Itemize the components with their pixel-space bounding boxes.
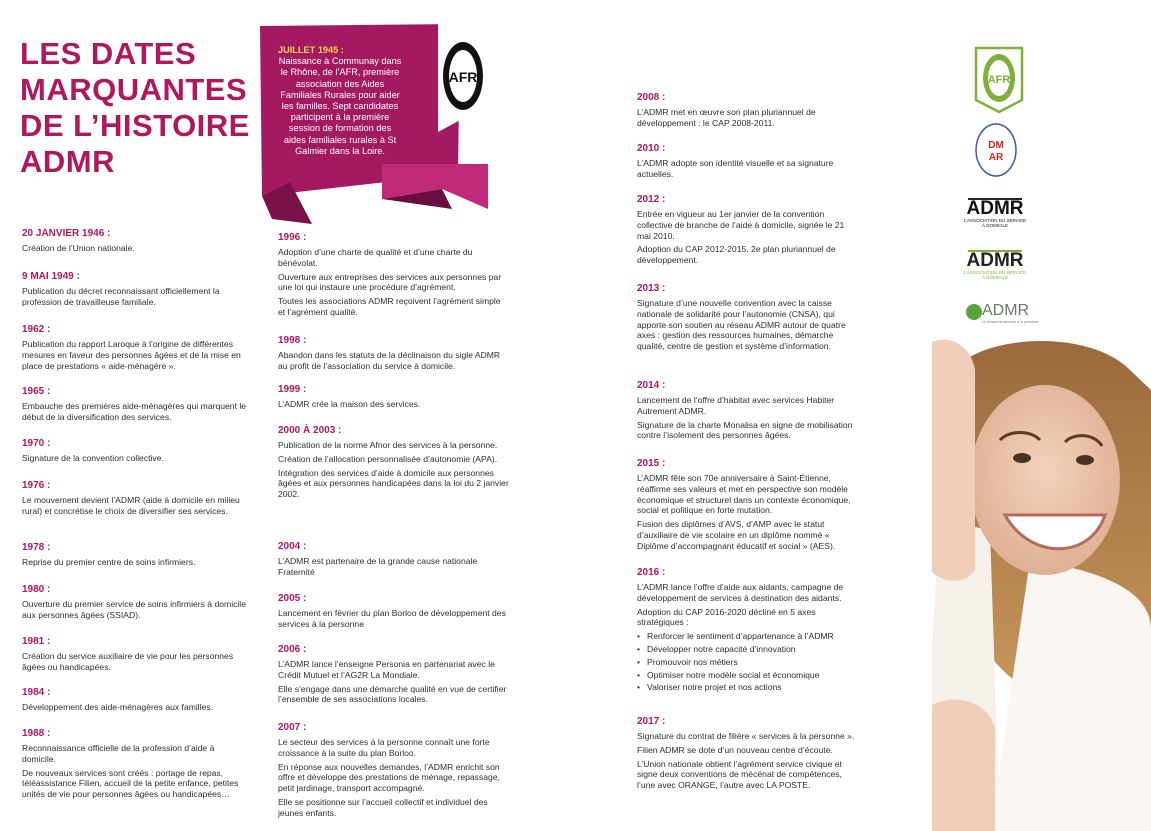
title-line-1: LES DATES bbox=[20, 36, 197, 71]
title-line-4: ADMR bbox=[20, 144, 115, 179]
timeline-year: 9 MAI 1949 : bbox=[22, 271, 80, 282]
timeline-text: L’ADMR crée la maison des services. bbox=[278, 399, 421, 409]
timeline-text: L’ADMR est partenaire de la grande cause nationale Fraternité bbox=[278, 556, 478, 577]
afr-badge-icon bbox=[438, 18, 488, 132]
timeline-year: 2010 : bbox=[637, 143, 666, 154]
timeline-entry bbox=[278, 722, 510, 822]
timeline-text: Signature d’une nouvelle convention avec la caisse nationale de solidarité pour l’autonomie (CNSA), qui apporte son soutien au réseau ADMR autour de quatre axes : gestion des ressources humaines, démarche qualité, centre de gestion et système d’information. bbox=[637, 298, 846, 352]
afr-logo-icon bbox=[972, 46, 1026, 114]
timeline-entry bbox=[637, 458, 859, 555]
timeline-year: 20 JANVIER 1946 : bbox=[22, 228, 111, 239]
admr-logo-green: ADMR L’ASSOCIATION DU SERVICE À DOMICILE bbox=[962, 244, 1028, 280]
timeline-year: 2008 : bbox=[637, 92, 666, 103]
timeline-entry bbox=[22, 636, 247, 676]
svg-text:AFR: AFR bbox=[448, 69, 478, 85]
timeline-year: 1970 : bbox=[22, 438, 51, 449]
timeline-text: Elle se positionne sur l’accueil collectif et individuel des jeunes enfants. bbox=[278, 796, 488, 818]
timeline-entry bbox=[22, 480, 247, 520]
timeline-year: 2007 : bbox=[278, 722, 307, 733]
timeline-text: Filien ADMR se dote d’un nouveau centre d’écoute. bbox=[637, 744, 833, 755]
timeline-text: Toutes les associations ADMR reçoivent l’agrément simple et l’agrément qualité. bbox=[278, 296, 501, 317]
timeline-year: 2016 : bbox=[637, 567, 666, 578]
timeline-year: 2006 : bbox=[278, 644, 307, 655]
leaf-icon bbox=[966, 304, 982, 320]
timeline-text: Création du service auxiliaire de vie pour les personnes âgées ou handicapées. bbox=[22, 651, 234, 672]
timeline-text: L’ADMR fête son 70e anniversaire à Saint-Étienne, réaffirme ses valeurs et met en perspective son modèle économique et structurel dans un contexte économique, social et politique en forte mutation. bbox=[637, 473, 851, 516]
timeline-entry bbox=[278, 593, 510, 633]
banner-text bbox=[278, 45, 402, 157]
timeline-text: Lancement en février du plan Borloo de développement des services à la personne bbox=[278, 608, 506, 629]
timeline-entry bbox=[22, 687, 247, 716]
timeline-text: Ouverture du premier service de soins infirmiers à domicile aux personnes âgées (SSIAD). bbox=[22, 599, 246, 620]
timeline-text: Publication de la norme Afnor des services à la personne. bbox=[278, 440, 498, 450]
timeline-text: L’ADMR lance l’enseigne Personia en partenariat avec le Crédit Mutuel et l’AG2R La Mondiale. bbox=[278, 659, 495, 680]
timeline-entry bbox=[22, 228, 247, 257]
timeline-entry bbox=[637, 194, 859, 269]
timeline-text: Elle s’engage dans une démarche qualité en vue de certifier l’ensemble de ses associations locales. bbox=[278, 683, 507, 705]
timeline-entry bbox=[637, 380, 859, 444]
svg-text:AFR: AFR bbox=[987, 74, 1011, 86]
timeline-bullet: • Développer notre capacité d’innovation bbox=[637, 644, 859, 655]
timeline-text: Le secteur des services à la personne connaît une forte croissance à la suite du plan Borloo. bbox=[278, 737, 490, 758]
timeline-entry bbox=[278, 425, 510, 503]
timeline-entry bbox=[278, 384, 510, 413]
timeline-bullet: • Optimiser notre modèle social et économique bbox=[637, 670, 859, 681]
timeline-text: Développement des aide-ménagères aux familles. bbox=[22, 702, 214, 712]
timeline-entry bbox=[22, 438, 247, 467]
timeline-entry bbox=[637, 92, 859, 132]
timeline-entry bbox=[278, 335, 510, 375]
timeline-year: 2004 : bbox=[278, 541, 307, 552]
timeline-entry bbox=[637, 143, 859, 183]
timeline-text: Création de l’Union nationale. bbox=[22, 243, 135, 253]
timeline-text: L’Union nationale obtient l’agrément service civique et signe deux conventions de mécénat de compétences, l’une avec ORANGE, l’autre avec LA POSTE. bbox=[637, 758, 842, 791]
timeline-year: 1999 : bbox=[278, 384, 307, 395]
timeline-text: Adoption du CAP 2012-2015, 2e plan pluriannuel de développement. bbox=[637, 244, 836, 266]
timeline-entry bbox=[278, 644, 510, 708]
page-title bbox=[20, 36, 260, 180]
timeline-text: Reprise du premier centre de soins infirmiers. bbox=[22, 557, 196, 567]
timeline-text: Reconnaissance officielle de la profession d’aide à domicile. bbox=[22, 743, 215, 764]
timeline-entry bbox=[22, 728, 247, 803]
timeline-year: 1976 : bbox=[22, 480, 51, 491]
timeline-year: 1981 : bbox=[22, 636, 51, 647]
admr-new-logo: ADMR Le réseau de services à la personne bbox=[966, 300, 1036, 330]
timeline-bullet: • Promouvoir nos métiers bbox=[637, 657, 859, 668]
timeline-text: Adoption du CAP 2016-2020 décliné en 5 axes stratégiques : bbox=[637, 606, 816, 628]
timeline-text: Fusion des diplômes d’AVS, d’AMP avec le statut d’auxiliaire de vie scolaire en un diplôme nommé « Diplôme d’accompagnant éducatif et social » (AES). bbox=[637, 519, 836, 551]
timeline-text: Abandon dans les statuts de la déclinaison du sigle ADMR au profit de l’association du service à domicile. bbox=[278, 350, 501, 371]
admr-old-logo-icon bbox=[974, 122, 1018, 178]
timeline-year: 1978 : bbox=[22, 542, 51, 553]
timeline-text: De nouveaux services sont créés : portage de repas, téléassistance Filien, accueil de la petite enfance, petites unités de vie pour personnes âgées ou handicapées… bbox=[22, 767, 239, 800]
timeline-year: 2015 : bbox=[637, 458, 666, 469]
timeline-entry bbox=[22, 386, 247, 426]
timeline-year: 2013 : bbox=[637, 283, 666, 294]
timeline-entry bbox=[22, 271, 247, 311]
timeline-text: En réponse aux nouvelles demandes, l’ADMR enrichit son offre et développe des prestations de ménage, repassage, petit jardinage, transport accompagné. bbox=[278, 761, 500, 794]
timeline-entry bbox=[637, 716, 859, 794]
timeline-year: 2012 : bbox=[637, 194, 666, 205]
title-line-2: MARQUANTES bbox=[20, 72, 248, 107]
timeline-year: 1996 : bbox=[278, 232, 307, 243]
title-line-3: DE L’HISTOIRE bbox=[20, 108, 250, 143]
timeline-text: Création de l’allocation personnalisée d’autonomie (APA). bbox=[278, 453, 498, 464]
timeline-year: 1962 : bbox=[22, 324, 51, 335]
timeline-text: Signature de la charte Monalisa en signe de mobilisation contre l’isolement des personnes âgées. bbox=[637, 419, 853, 441]
timeline-year: 2005 : bbox=[278, 593, 307, 604]
timeline-text: L’ADMR met en œuvre son plan pluriannuel de développement : le CAP 2008-2011. bbox=[637, 107, 816, 128]
timeline-year: 1988 : bbox=[22, 728, 51, 739]
timeline-text: L’ADMR adopte son identité visuelle et sa signature actuelles. bbox=[637, 158, 834, 179]
timeline-text: Le mouvement devient l’ADMR (aide à domicile en milieu rural) et concrétise le choix de diversifier ses services. bbox=[22, 495, 240, 516]
timeline-text: L’ADMR lance l’offre d’aide aux aidants, campagne de développement de services à destination des aidants. bbox=[637, 582, 844, 603]
timeline-text: Embauche des premières aide-ménagères qui marquent le début de la diversification des services. bbox=[22, 401, 247, 422]
timeline-entry bbox=[278, 541, 510, 581]
timeline-text: Ouverture aux entreprises des services aux personnes par une loi qui instaure une procédure d’agrément. bbox=[278, 271, 502, 293]
timeline-entry bbox=[637, 567, 859, 695]
timeline-year: 1980 : bbox=[22, 584, 51, 595]
timeline-text: Signature du contrat de filière « services à la personne ». bbox=[637, 731, 855, 741]
timeline-bullet: • Valoriser notre projet et nos actions bbox=[637, 682, 859, 693]
timeline-year: 1984 : bbox=[22, 687, 51, 698]
banner-body: Naissance à Communay dans le Rhône, de l’AFR, première association des Aides Familiales Rurales pour aider les familles. Sept candidates participent à la première session de formation des aides familiales rurales à St Galmier dans la Loire. bbox=[278, 56, 402, 156]
timeline-entry bbox=[278, 232, 510, 321]
timeline-year: 2017 : bbox=[637, 716, 666, 727]
timeline-text: Lancement de l’offre d’habitat avec services Habiter Autrement ADMR. bbox=[637, 395, 835, 416]
timeline-entry bbox=[22, 324, 247, 374]
timeline-year: 2000 À 2003 : bbox=[278, 425, 342, 436]
timeline-text: Signature de la convention collective. bbox=[22, 453, 164, 463]
timeline-text: Publication du rapport Laroque à l’origine de différentes mesures en faveur des personnes âgées et de la mise en place de prestations « aide-ménagère ». bbox=[22, 339, 241, 371]
timeline-bullet: • Renforcer le sentiment d’appartenance à l’ADMR bbox=[637, 631, 859, 642]
timeline-year: 1998 : bbox=[278, 335, 307, 346]
svg-text:DM: DM bbox=[988, 140, 1004, 151]
timeline-entry bbox=[637, 283, 859, 355]
banner-heading: JUILLET 1945 : bbox=[278, 45, 344, 55]
svg-text:AR: AR bbox=[988, 152, 1004, 163]
timeline-text: Entrée en vigueur au 1er janvier de la convention collective de branche de l’aide à domicile, signée le 21 mai 2010. bbox=[637, 209, 845, 241]
timeline-text: Intégration des services d’aide à domicile aux personnes âgées et aux personnes handicapées dans la loi du 2 janvier 2002. bbox=[278, 467, 509, 500]
timeline-year: 1965 : bbox=[22, 386, 51, 397]
woman-photo bbox=[880, 330, 1151, 831]
timeline-entry bbox=[22, 584, 247, 624]
timeline-year: 2014 : bbox=[637, 380, 666, 391]
timeline-entry bbox=[22, 542, 247, 571]
timeline-text: Adoption d’une charte de qualité et d’une charte du bénévolat. bbox=[278, 247, 473, 268]
timeline-text: Publication du décret reconnaissant officiellement la profession de travailleuse familiale. bbox=[22, 286, 220, 307]
admr-logo-black: ADMR L’ASSOCIATION DU SERVICE À DOMICILE bbox=[962, 192, 1028, 228]
